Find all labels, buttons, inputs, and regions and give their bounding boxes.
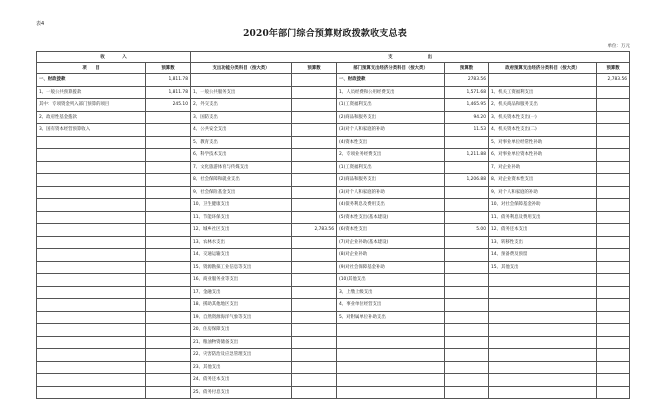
table-row xyxy=(37,149,630,162)
income-amount-cell xyxy=(146,274,191,287)
table-row xyxy=(37,74,630,87)
income-amount-cell xyxy=(146,224,191,237)
section-header-row xyxy=(37,52,630,63)
dept-econ-amount-cell xyxy=(445,324,489,337)
gov-econ-amount-cell xyxy=(597,274,630,287)
income-amount-cell xyxy=(146,286,191,299)
income-item-cell xyxy=(37,374,146,387)
func-amount-cell xyxy=(292,286,337,299)
income-amount-cell xyxy=(146,386,191,399)
gov-econ-amount-cell xyxy=(597,249,630,262)
func-item-cell: 2、外交支出 xyxy=(191,99,292,112)
dept-econ-item-cell: (5)资本性支出(基本建设) xyxy=(337,211,445,224)
func-amount-cell xyxy=(292,124,337,137)
func-amount-cell xyxy=(292,236,337,249)
func-amount-cell xyxy=(292,86,337,99)
dept-econ-amount-cell xyxy=(445,299,489,312)
dept-econ-item-cell: 一、财政拨款 xyxy=(337,74,445,87)
dept-econ-item-cell: 5、对附属单位补助支出 xyxy=(337,311,445,324)
dept-econ-item-cell: (2)商品和服务支出 xyxy=(337,111,445,124)
gov-econ-item-cell: 14、预备费及预留 xyxy=(489,249,597,262)
col-header-budget: 预算数 xyxy=(292,63,337,74)
income-amount-cell xyxy=(146,374,191,387)
income-amount-cell xyxy=(146,174,191,187)
income-item-cell xyxy=(37,274,146,287)
table-row xyxy=(37,211,630,224)
income-amount-cell xyxy=(146,249,191,262)
income-item-cell xyxy=(37,224,146,237)
gov-econ-item-cell: 12、债务还本支出 xyxy=(489,224,597,237)
dept-econ-amount-cell: 11.53 xyxy=(445,124,489,137)
income-item-cell xyxy=(37,236,146,249)
dept-econ-item-cell: (1)工资福利支出 xyxy=(337,161,445,174)
dept-econ-item-cell: 2、专项业务经费支出 xyxy=(337,149,445,162)
gov-econ-item-cell xyxy=(489,374,597,387)
col-header-item: 项 目 xyxy=(37,63,146,74)
dept-econ-item-cell: (9)对社会保障基金补助 xyxy=(337,261,445,274)
func-item-cell: 19、自然资源海洋气象等支出 xyxy=(191,311,292,324)
income-amount-cell xyxy=(146,236,191,249)
dept-econ-amount-cell xyxy=(445,361,489,374)
func-item-cell: 11、节能环保支出 xyxy=(191,211,292,224)
income-item-cell xyxy=(37,324,146,337)
dept-econ-item-cell: (10)其他支出 xyxy=(337,274,445,287)
func-amount-cell xyxy=(292,299,337,312)
dept-econ-item-cell: 3、上缴上级支出 xyxy=(337,286,445,299)
gov-econ-amount-cell xyxy=(597,286,630,299)
income-amount-cell xyxy=(146,124,191,137)
func-amount-cell xyxy=(292,274,337,287)
table-row xyxy=(37,174,630,187)
dept-econ-amount-cell: 1,465.95 xyxy=(445,99,489,112)
dept-econ-item-cell: (7)对企业补助(基本建设) xyxy=(337,236,445,249)
dept-econ-amount-cell xyxy=(445,311,489,324)
gov-econ-item-cell xyxy=(489,349,597,362)
income-item-cell xyxy=(37,286,146,299)
income-amount-cell xyxy=(146,324,191,337)
gov-econ-amount-cell xyxy=(597,86,630,99)
dept-econ-item-cell xyxy=(337,349,445,362)
gov-econ-amount-cell: 2,783.56 xyxy=(597,74,630,87)
col-header-econ-gov: 政府预算支出经济分类科目（按大类） xyxy=(489,63,597,74)
table-number-label: 表4 xyxy=(36,21,45,27)
income-amount-cell xyxy=(146,186,191,199)
unit-label: 单位：万元 xyxy=(607,44,630,49)
gov-econ-item-cell: 11、债务利息及费用支出 xyxy=(489,211,597,224)
table-row xyxy=(37,261,630,274)
func-item-cell: 8、社会保障和就业支出 xyxy=(191,174,292,187)
dept-econ-item-cell: (8)对企业补助 xyxy=(337,249,445,262)
income-item-cell: 3、国有资本经营预算收入 xyxy=(37,124,146,137)
gov-econ-item-cell: 5、对事业单位经常性补助 xyxy=(489,136,597,149)
gov-econ-item-cell xyxy=(489,286,597,299)
func-item-cell: 7、文化旅游体育与传媒支出 xyxy=(191,161,292,174)
func-item-cell: 3、国防支出 xyxy=(191,111,292,124)
income-amount-cell xyxy=(146,361,191,374)
table-row xyxy=(37,274,630,287)
dept-econ-amount-cell xyxy=(445,349,489,362)
income-item-cell: 2、政府性基金拨款 xyxy=(37,111,146,124)
col-header-budget: 预算数 xyxy=(597,63,630,74)
col-header-func: 支出功能分类科目（按大类） xyxy=(191,63,292,74)
dept-econ-amount-cell: 1,206.88 xyxy=(445,174,489,187)
dept-econ-amount-cell xyxy=(445,186,489,199)
gov-econ-item-cell: 6、对事业单位资本性补助 xyxy=(489,149,597,162)
dept-econ-amount-cell xyxy=(445,374,489,387)
dept-econ-amount-cell xyxy=(445,286,489,299)
col-header-econ-dept: 部门预算支出经济分类科目（按大类） xyxy=(337,63,445,74)
gov-econ-amount-cell xyxy=(597,311,630,324)
page-title: 2020年部门综合预算财政拨款收支总表 xyxy=(243,29,407,39)
gov-econ-amount-cell xyxy=(597,174,630,187)
gov-econ-item-cell: 4、机关资本性支出(二) xyxy=(489,124,597,137)
func-amount-cell xyxy=(292,336,337,349)
dept-econ-item-cell: (3)对个人和家庭的补助 xyxy=(337,186,445,199)
income-amount-cell: 245.10 xyxy=(146,99,191,112)
dept-econ-item-cell xyxy=(337,361,445,374)
func-item-cell: 9、社会保险基金支出 xyxy=(191,186,292,199)
func-item-cell: 25、债务付息支出 xyxy=(191,386,292,399)
dept-econ-item-cell: (3)对个人和家庭的补助 xyxy=(337,124,445,137)
func-amount-cell xyxy=(292,361,337,374)
dept-econ-amount-cell xyxy=(445,136,489,149)
gov-econ-item-cell: 3、机关资本性支出(一) xyxy=(489,111,597,124)
table-row xyxy=(37,186,630,199)
func-amount-cell xyxy=(292,74,337,87)
func-amount-cell xyxy=(292,386,337,399)
dept-econ-amount-cell xyxy=(445,161,489,174)
func-item-cell: 15、资源勘探工业信息等支出 xyxy=(191,261,292,274)
gov-econ-amount-cell xyxy=(597,211,630,224)
dept-econ-amount-cell xyxy=(445,199,489,212)
income-amount-cell xyxy=(146,299,191,312)
gov-econ-amount-cell xyxy=(597,349,630,362)
table-row xyxy=(37,224,630,237)
dept-econ-amount-cell xyxy=(445,386,489,399)
dept-econ-item-cell xyxy=(337,324,445,337)
func-amount-cell xyxy=(292,324,337,337)
table-row xyxy=(37,386,630,399)
table-row xyxy=(37,99,630,112)
income-amount-cell xyxy=(146,349,191,362)
func-amount-cell: 2,783.56 xyxy=(292,224,337,237)
income-item-cell xyxy=(37,299,146,312)
func-item-cell: 20、住房保障支出 xyxy=(191,324,292,337)
table-row xyxy=(37,311,630,324)
income-amount-cell xyxy=(146,111,191,124)
func-amount-cell xyxy=(292,249,337,262)
income-item-cell: 1、一般公共预算拨款 xyxy=(37,86,146,99)
gov-econ-amount-cell xyxy=(597,374,630,387)
income-amount-cell xyxy=(146,311,191,324)
gov-econ-amount-cell xyxy=(597,99,630,112)
dept-econ-item-cell: (6)资本性支出 xyxy=(337,224,445,237)
budget-summary-table xyxy=(36,51,630,399)
column-header-row xyxy=(37,63,630,74)
func-amount-cell xyxy=(292,261,337,274)
func-amount-cell xyxy=(292,99,337,112)
income-amount-cell xyxy=(146,261,191,274)
col-header-budget: 预算数 xyxy=(445,63,489,74)
table-row xyxy=(37,336,630,349)
income-item-cell xyxy=(37,149,146,162)
income-section-header: 收 入 xyxy=(37,52,191,63)
dept-econ-amount-cell: 2783.56 xyxy=(445,74,489,87)
income-item-cell xyxy=(37,161,146,174)
gov-econ-amount-cell xyxy=(597,299,630,312)
gov-econ-item-cell: 13、转移性支出 xyxy=(489,236,597,249)
gov-econ-amount-cell xyxy=(597,136,630,149)
income-amount-cell: 1,811.78 xyxy=(146,86,191,99)
func-amount-cell xyxy=(292,211,337,224)
dept-econ-item-cell: 1、人员经费和公用经费支出 xyxy=(337,86,445,99)
income-item-cell xyxy=(37,199,146,212)
income-item-cell: 一、财政拨款 xyxy=(37,74,146,87)
gov-econ-amount-cell xyxy=(597,224,630,237)
gov-econ-amount-cell xyxy=(597,386,630,399)
table-row xyxy=(37,249,630,262)
income-amount-cell xyxy=(146,336,191,349)
func-item-cell: 16、商业服务业等支出 xyxy=(191,274,292,287)
income-item-cell xyxy=(37,386,146,399)
income-amount-cell xyxy=(146,161,191,174)
func-item-cell: 17、金融支出 xyxy=(191,286,292,299)
income-item-cell xyxy=(37,336,146,349)
table-row xyxy=(37,299,630,312)
func-item-cell: 4、公共安全支出 xyxy=(191,124,292,137)
dept-econ-amount-cell: 5.00 xyxy=(445,224,489,237)
func-item-cell: 14、交通运输支出 xyxy=(191,249,292,262)
dept-econ-amount-cell xyxy=(445,211,489,224)
func-amount-cell xyxy=(292,136,337,149)
income-item-cell xyxy=(37,174,146,187)
gov-econ-item-cell: 2、机关商品和服务支出 xyxy=(489,99,597,112)
dept-econ-amount-cell xyxy=(445,236,489,249)
func-amount-cell xyxy=(292,149,337,162)
func-amount-cell xyxy=(292,349,337,362)
income-amount-cell: 1,811.78 xyxy=(146,74,191,87)
table-row xyxy=(37,86,630,99)
func-item-cell: 10、卫生健康支出 xyxy=(191,199,292,212)
gov-econ-item-cell xyxy=(489,311,597,324)
income-amount-cell xyxy=(146,136,191,149)
gov-econ-item-cell xyxy=(489,386,597,399)
gov-econ-amount-cell xyxy=(597,236,630,249)
gov-econ-amount-cell xyxy=(597,186,630,199)
gov-econ-amount-cell xyxy=(597,361,630,374)
func-item-cell: 23、其他支出 xyxy=(191,361,292,374)
income-item-cell xyxy=(37,261,146,274)
func-amount-cell xyxy=(292,161,337,174)
gov-econ-amount-cell xyxy=(597,324,630,337)
gov-econ-item-cell xyxy=(489,336,597,349)
gov-econ-amount-cell xyxy=(597,111,630,124)
gov-econ-amount-cell xyxy=(597,124,630,137)
table-row xyxy=(37,349,630,362)
dept-econ-amount-cell: 1,571.68 xyxy=(445,86,489,99)
dept-econ-item-cell: (2)商品和服务支出 xyxy=(337,174,445,187)
table-row xyxy=(37,324,630,337)
gov-econ-amount-cell xyxy=(597,199,630,212)
income-item-cell xyxy=(37,249,146,262)
dept-econ-item-cell xyxy=(337,336,445,349)
gov-econ-item-cell xyxy=(489,274,597,287)
func-amount-cell xyxy=(292,174,337,187)
func-amount-cell xyxy=(292,374,337,387)
table-row xyxy=(37,361,630,374)
func-item-cell: 5、教育支出 xyxy=(191,136,292,149)
table-row xyxy=(37,236,630,249)
dept-econ-item-cell: (4)债务利息及费用支出 xyxy=(337,199,445,212)
gov-econ-item-cell xyxy=(489,74,597,87)
func-item-cell: 24、债务还本支出 xyxy=(191,374,292,387)
dept-econ-amount-cell xyxy=(445,249,489,262)
income-amount-cell xyxy=(146,211,191,224)
func-amount-cell xyxy=(292,199,337,212)
gov-econ-item-cell: 8、对企业资本性支出 xyxy=(489,174,597,187)
func-item-cell: 18、援助其他地区支出 xyxy=(191,299,292,312)
gov-econ-amount-cell xyxy=(597,161,630,174)
income-amount-cell xyxy=(146,149,191,162)
func-item-cell xyxy=(191,74,292,87)
gov-econ-item-cell: 15、其他支出 xyxy=(489,261,597,274)
dept-econ-amount-cell: 1,211.88 xyxy=(445,149,489,162)
gov-econ-item-cell: 1、机关工资福利支出 xyxy=(489,86,597,99)
func-item-cell: 6、科学技术支出 xyxy=(191,149,292,162)
gov-econ-item-cell xyxy=(489,299,597,312)
table-row xyxy=(37,286,630,299)
gov-econ-amount-cell xyxy=(597,261,630,274)
income-amount-cell xyxy=(146,199,191,212)
income-item-cell xyxy=(37,361,146,374)
func-item-cell: 1、一般公共服务支出 xyxy=(191,86,292,99)
dept-econ-item-cell: 4、事业单位经营支出 xyxy=(337,299,445,312)
income-item-cell: 其中：专项资金列入部门预算的项目 xyxy=(37,99,146,112)
func-item-cell: 22、灾害防治及应急管理支出 xyxy=(191,349,292,362)
gov-econ-item-cell: 10、对社会保障基金补助 xyxy=(489,199,597,212)
income-item-cell xyxy=(37,311,146,324)
dept-econ-item-cell: (4)资本性支出 xyxy=(337,136,445,149)
func-amount-cell xyxy=(292,311,337,324)
gov-econ-item-cell: 9、对个人和家庭的补助 xyxy=(489,186,597,199)
dept-econ-item-cell: (1)工资福利支出 xyxy=(337,99,445,112)
gov-econ-item-cell xyxy=(489,361,597,374)
expense-section-header: 支 出 xyxy=(191,52,630,63)
func-item-cell: 21、粮油物资储备支出 xyxy=(191,336,292,349)
dept-econ-item-cell xyxy=(337,374,445,387)
income-item-cell xyxy=(37,186,146,199)
income-item-cell xyxy=(37,349,146,362)
income-item-cell xyxy=(37,136,146,149)
func-amount-cell xyxy=(292,186,337,199)
table-row xyxy=(37,136,630,149)
table-row xyxy=(37,374,630,387)
func-item-cell: 12、城乡社区支出 xyxy=(191,224,292,237)
func-amount-cell xyxy=(292,111,337,124)
col-header-budget: 预算数 xyxy=(146,63,191,74)
table-row xyxy=(37,111,630,124)
gov-econ-item-cell: 7、对企业补助 xyxy=(489,161,597,174)
gov-econ-amount-cell xyxy=(597,149,630,162)
dept-econ-item-cell xyxy=(337,386,445,399)
income-item-cell xyxy=(37,211,146,224)
gov-econ-amount-cell xyxy=(597,336,630,349)
dept-econ-amount-cell xyxy=(445,274,489,287)
dept-econ-amount-cell xyxy=(445,336,489,349)
func-item-cell: 13、农林水支出 xyxy=(191,236,292,249)
table-row xyxy=(37,199,630,212)
table-row xyxy=(37,124,630,137)
table-row xyxy=(37,161,630,174)
gov-econ-item-cell xyxy=(489,324,597,337)
dept-econ-amount-cell xyxy=(445,261,489,274)
dept-econ-amount-cell: 94.20 xyxy=(445,111,489,124)
